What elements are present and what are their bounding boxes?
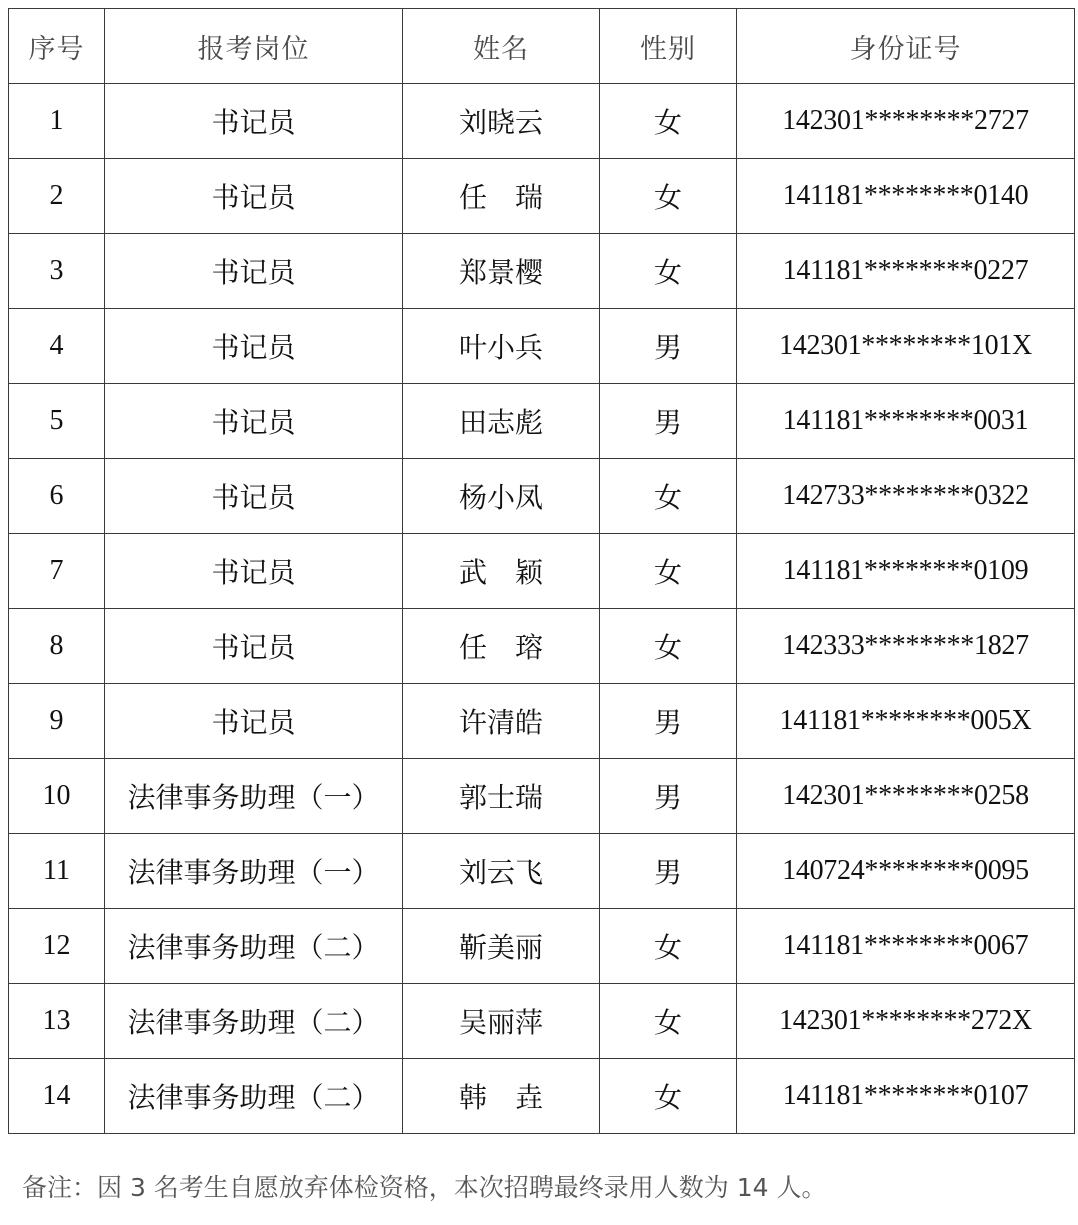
header-row [9,9,1075,84]
cell-name: 吴丽萍 [403,984,600,1059]
cell-id-number: 142301********0258 [737,759,1075,834]
cell-post: 法律事务助理（一） [105,759,403,834]
cell-seq: 11 [9,834,105,909]
cell-id-number: 140724********0095 [737,834,1075,909]
cell-name: 叶小兵 [403,309,600,384]
cell-seq: 13 [9,984,105,1059]
cell-name: 靳美丽 [403,909,600,984]
cell-id-number: 141181********0140 [737,159,1075,234]
cell-id-number: 141181********005X [737,684,1075,759]
cell-post: 书记员 [105,159,403,234]
footnote: 备注：因 3 名考生自愿放弃体检资格，本次招聘最终录用人数为 14 人。 [22,1173,827,1202]
cell-gender: 男 [600,684,737,759]
cell-seq: 1 [9,84,105,159]
cell-id-number: 142733********0322 [737,459,1075,534]
table-row [9,159,1075,234]
cell-name: 田志彪 [403,384,600,459]
cell-gender: 男 [600,309,737,384]
table-row [9,384,1075,459]
cell-seq: 8 [9,609,105,684]
table-row [9,984,1075,1059]
cell-id-number: 141181********0109 [737,534,1075,609]
cell-post: 法律事务助理（二） [105,984,403,1059]
cell-seq: 2 [9,159,105,234]
cell-seq: 14 [9,1059,105,1134]
cell-seq: 4 [9,309,105,384]
roster-table [8,8,1075,1134]
cell-seq: 5 [9,384,105,459]
cell-post: 书记员 [105,534,403,609]
cell-gender: 女 [600,1059,737,1134]
table-header [9,9,1075,84]
table-row [9,759,1075,834]
cell-post: 法律事务助理（二） [105,1059,403,1134]
cell-post: 书记员 [105,234,403,309]
cell-seq: 10 [9,759,105,834]
cell-seq: 9 [9,684,105,759]
cell-gender: 女 [600,234,737,309]
cell-name: 郑景樱 [403,234,600,309]
header-post: 报考岗位 [105,9,403,84]
table-body [9,84,1075,1134]
cell-name: 任 瑞 [403,159,600,234]
table-row [9,84,1075,159]
table-row [9,534,1075,609]
cell-seq: 3 [9,234,105,309]
cell-id-number: 141181********0031 [737,384,1075,459]
cell-gender: 女 [600,909,737,984]
roster-table-container [8,8,1075,1134]
cell-post: 法律事务助理（一） [105,834,403,909]
cell-name: 郭士瑞 [403,759,600,834]
cell-post: 书记员 [105,684,403,759]
cell-name: 刘云飞 [403,834,600,909]
cell-gender: 女 [600,159,737,234]
cell-id-number: 142301********101X [737,309,1075,384]
cell-name: 刘晓云 [403,84,600,159]
header-name: 姓名 [403,9,600,84]
cell-seq: 7 [9,534,105,609]
cell-gender: 女 [600,84,737,159]
header-id: 身份证号 [737,9,1075,84]
cell-name: 韩 垚 [403,1059,600,1134]
table-row [9,309,1075,384]
cell-gender: 男 [600,834,737,909]
table-row [9,1059,1075,1134]
cell-post: 书记员 [105,84,403,159]
cell-id-number: 142333********1827 [737,609,1075,684]
cell-gender: 女 [600,459,737,534]
cell-id-number: 141181********0227 [737,234,1075,309]
cell-gender: 女 [600,984,737,1059]
cell-post: 书记员 [105,609,403,684]
cell-gender: 男 [600,384,737,459]
cell-name: 许清皓 [403,684,600,759]
cell-id-number: 142301********272X [737,984,1075,1059]
cell-name: 杨小凤 [403,459,600,534]
cell-name: 武 颖 [403,534,600,609]
cell-post: 书记员 [105,384,403,459]
table-row [9,459,1075,534]
cell-seq: 6 [9,459,105,534]
table-row [9,234,1075,309]
cell-gender: 男 [600,759,737,834]
table-row [9,834,1075,909]
table-row [9,609,1075,684]
cell-post: 法律事务助理（二） [105,909,403,984]
cell-post: 书记员 [105,459,403,534]
cell-gender: 女 [600,609,737,684]
cell-gender: 女 [600,534,737,609]
header-gender: 性别 [600,9,737,84]
cell-id-number: 141181********0067 [737,909,1075,984]
cell-name: 任 瑢 [403,609,600,684]
cell-seq: 12 [9,909,105,984]
cell-id-number: 141181********0107 [737,1059,1075,1134]
header-seq: 序号 [9,9,105,84]
table-row [9,909,1075,984]
cell-id-number: 142301********2727 [737,84,1075,159]
cell-post: 书记员 [105,309,403,384]
table-row [9,684,1075,759]
